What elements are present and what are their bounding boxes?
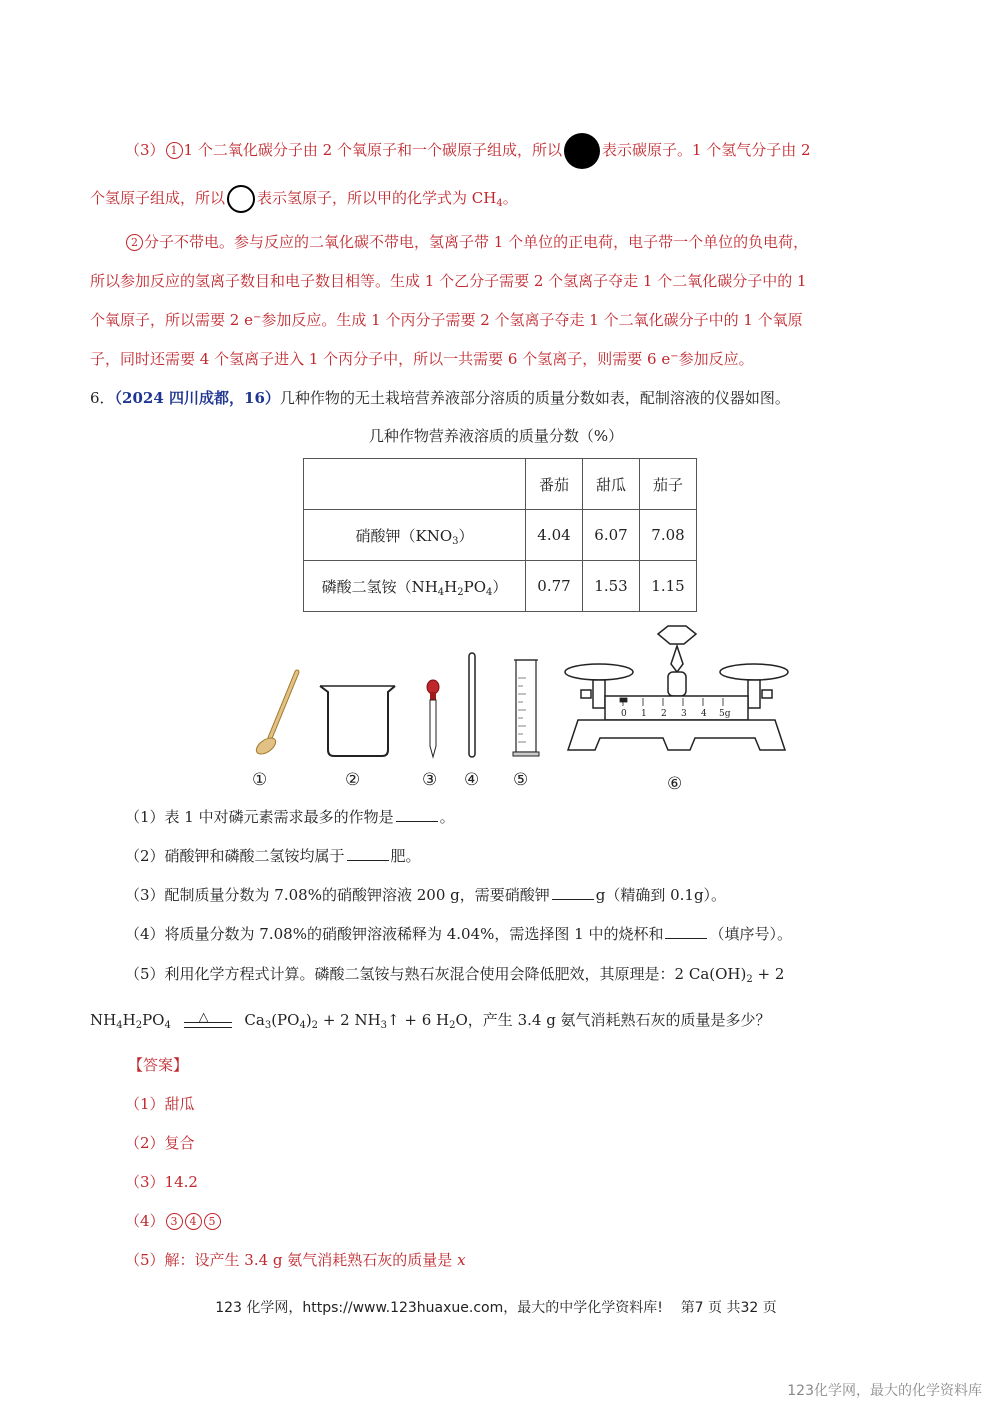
text: 参加反应。生成 1 个丙分子需要 2 个氢离子夺走 1 个二氧化碳分子中的 1 个氧原 [261, 311, 803, 329]
table-cell: 1.15 [640, 561, 697, 612]
subscript: 2 [135, 1020, 143, 1031]
text: 子，同时还需要 4 个氢离子进入 1 个丙分子中，所以一共需要 6 个氢离子，则需要 6 e [90, 350, 671, 368]
scale-tick-label: 1 [641, 709, 647, 719]
text: ↑ + 6 H [387, 1011, 450, 1029]
answer-2: （2）复合 [125, 1134, 195, 1152]
scale-tick-label: 5g [719, 709, 731, 719]
text: g（精确到 0.1g）。 [595, 886, 727, 904]
text: 。 [502, 189, 518, 207]
table-header-cell: 茄子 [640, 459, 697, 510]
beaker-icon [320, 686, 395, 756]
table-row [304, 561, 697, 612]
text: （4） [125, 1212, 165, 1230]
figure-label-1: ① [252, 770, 268, 790]
table-cell: 7.08 [640, 510, 697, 561]
table-cell: 4.04 [526, 510, 583, 561]
table-row [304, 510, 697, 561]
text: PO [463, 577, 487, 596]
subscript: 2 [457, 586, 464, 598]
hydrogen-atom-icon [227, 185, 255, 213]
scale-tick-label: 2 [661, 709, 667, 719]
text: 肥。 [390, 847, 421, 865]
table-header-cell: 番茄 [526, 459, 583, 510]
table-cell: 6.07 [583, 510, 640, 561]
table-header-row [304, 459, 697, 510]
text: 个氢原子组成，所以 [90, 189, 226, 207]
dropper-icon [427, 680, 439, 757]
page-footer [0, 1297, 992, 1317]
heat-condition-arrow [184, 1011, 232, 1031]
table-header-cell [304, 459, 526, 510]
table-caption: 几种作物营养液溶质的质量分数（%） [368, 427, 624, 445]
text: 个氧原子，所以需要 2 e [90, 311, 253, 329]
question-number: 6． [90, 389, 115, 407]
figure-label-5: ⑤ [513, 770, 529, 790]
sub-question-1 [125, 806, 455, 828]
spoon-icon [254, 672, 297, 757]
text: 1 个二氧化碳分子由 2 个氧原子和一个碳原子组成，所以 [183, 141, 562, 159]
subscript: 3 [452, 535, 459, 547]
page-number: 第7 页 共32 页 [680, 1300, 777, 1316]
text: ) [305, 1011, 312, 1029]
scale-tick-label: 0 [621, 709, 627, 719]
explanation-line-4: 所以参加反应的氢离子数目和电子数目相等。生成 1 个乙分子需要 2 个氢离子夺走 1 个二氧化碳分子中的 1 [90, 272, 807, 290]
chemical-equation [90, 1009, 771, 1031]
sub-question-3 [125, 884, 726, 906]
circled-number: 4 [185, 1213, 202, 1230]
text: + 2 [752, 965, 785, 983]
answer-1: （1）甜瓜 [125, 1095, 195, 1113]
subscript: 2 [311, 1020, 319, 1031]
sub-question-4 [125, 923, 792, 945]
answer-3: （3）14.2 [125, 1173, 198, 1191]
answer-blank [665, 924, 707, 939]
sub-question-5 [125, 963, 784, 985]
text: 磷酸二氢铵（NH [321, 577, 438, 596]
text: Ca [244, 1011, 265, 1029]
subscript: 4 [116, 1020, 123, 1031]
row-label [304, 561, 526, 612]
subscript: 4 [164, 1020, 171, 1031]
footer-text: 123 化学网，https://www.123huaxue.com，最大的中学化学资料库! [215, 1300, 663, 1316]
answer-heading: 【答案】 [128, 1056, 189, 1074]
carbon-atom-icon [564, 133, 600, 169]
text: （5）利用化学方程式计算。磷酸二氢铵与熟石灰混合使用会降低肥效，其原理是：2 Ca(OH) [125, 965, 747, 983]
text: （4）将质量分数为 7.08%的硝酸钾溶液稀释为 4.04%，需选择图 1 中的烧杯和 [125, 925, 664, 943]
circled-number: 5 [204, 1213, 221, 1230]
subscript: 3 [380, 1020, 388, 1031]
glass-rod-icon [469, 653, 475, 757]
text: （5）解：设产生 3.4 g 氨气消耗熟石灰的质量是 [125, 1251, 458, 1269]
figure-label-4: ④ [464, 770, 480, 790]
text: （3）配制质量分数为 7.08%的硝酸钾溶液 200 g，需要硝酸钾 [125, 886, 550, 904]
subscript: 3 [264, 1020, 272, 1031]
table-cell: 0.77 [526, 561, 583, 612]
text: ） [492, 577, 508, 596]
balance-scale-icon [565, 626, 788, 750]
answer-5 [125, 1249, 466, 1271]
nutrient-table [303, 458, 697, 612]
subscript: 2 [746, 974, 753, 985]
figure-label-6: ⑥ [667, 774, 683, 794]
table-header-cell: 甜瓜 [583, 459, 640, 510]
subscript: 4 [496, 198, 503, 209]
superscript: − [252, 312, 262, 323]
answer-blank [396, 807, 438, 822]
text: 。 [439, 808, 455, 826]
text: （1）表 1 中对磷元素需求最多的作物是 [125, 808, 394, 826]
question-stem [90, 387, 790, 409]
text: 表示氢原子，所以甲的化学式为 CH [257, 189, 497, 207]
text: H [444, 577, 458, 596]
figure-label-3: ③ [422, 770, 438, 790]
circled-number: 3 [166, 1213, 183, 1230]
item-number: （3） [125, 141, 165, 159]
answer-blank [552, 885, 594, 900]
variable: x [457, 1251, 466, 1269]
scale-tick-label: 4 [701, 709, 707, 719]
row-label [304, 510, 526, 561]
text: PO [142, 1011, 165, 1029]
text: O，产生 3.4 g 氨气消耗熟石灰的质量是多少？ [455, 1011, 771, 1029]
text: NH [90, 1011, 117, 1029]
circled-number: 2 [126, 234, 143, 251]
graduated-cylinder-icon [513, 660, 539, 756]
text: 硝酸钾（KNO [355, 526, 453, 545]
question-text: 几种作物的无土栽培营养液部分溶质的质量分数如表，配制溶液的仪器如图。 [279, 389, 790, 407]
figure-label-2: ② [345, 770, 361, 790]
lab-instruments-figure [240, 620, 800, 800]
explanation-line-1 [125, 133, 811, 169]
table-cell: 1.53 [583, 561, 640, 612]
explanation-line-3 [125, 231, 808, 253]
subscript: 2 [449, 1020, 456, 1031]
answer-4 [125, 1210, 222, 1232]
subscript: 4 [486, 586, 493, 598]
text: 表示碳原子。1 个氢气分子由 2 [601, 141, 811, 159]
text: （填序号）。 [709, 925, 792, 943]
watermark: 123化学网，最大的化学资料库 [787, 1383, 982, 1399]
sub-question-2 [125, 845, 421, 867]
subscript: 4 [437, 586, 445, 598]
answer-blank [347, 846, 389, 861]
explanation-line-6 [90, 348, 754, 370]
explanation-line-2 [90, 185, 518, 213]
text: 分子不带电。参与反应的二氧化碳不带电，氢离子带 1 个单位的正电荷，电子带一个单位的负电荷， [144, 233, 809, 251]
question-source: （2024 四川成都，16） [114, 389, 280, 407]
circled-number: 1 [166, 142, 183, 159]
text: (PO [271, 1011, 300, 1029]
text: H [122, 1011, 136, 1029]
subscript: 4 [299, 1020, 306, 1031]
scale-tick-label: 3 [681, 709, 687, 719]
explanation-line-5 [90, 309, 803, 331]
text: （2）硝酸钾和磷酸二氢铵均属于 [125, 847, 345, 865]
text: 参加反应。 [678, 350, 754, 368]
text: + 2 NH [318, 1011, 381, 1029]
superscript: − [670, 351, 679, 362]
heat-triangle-icon: △ [198, 1010, 209, 1025]
text: ） [458, 526, 474, 545]
